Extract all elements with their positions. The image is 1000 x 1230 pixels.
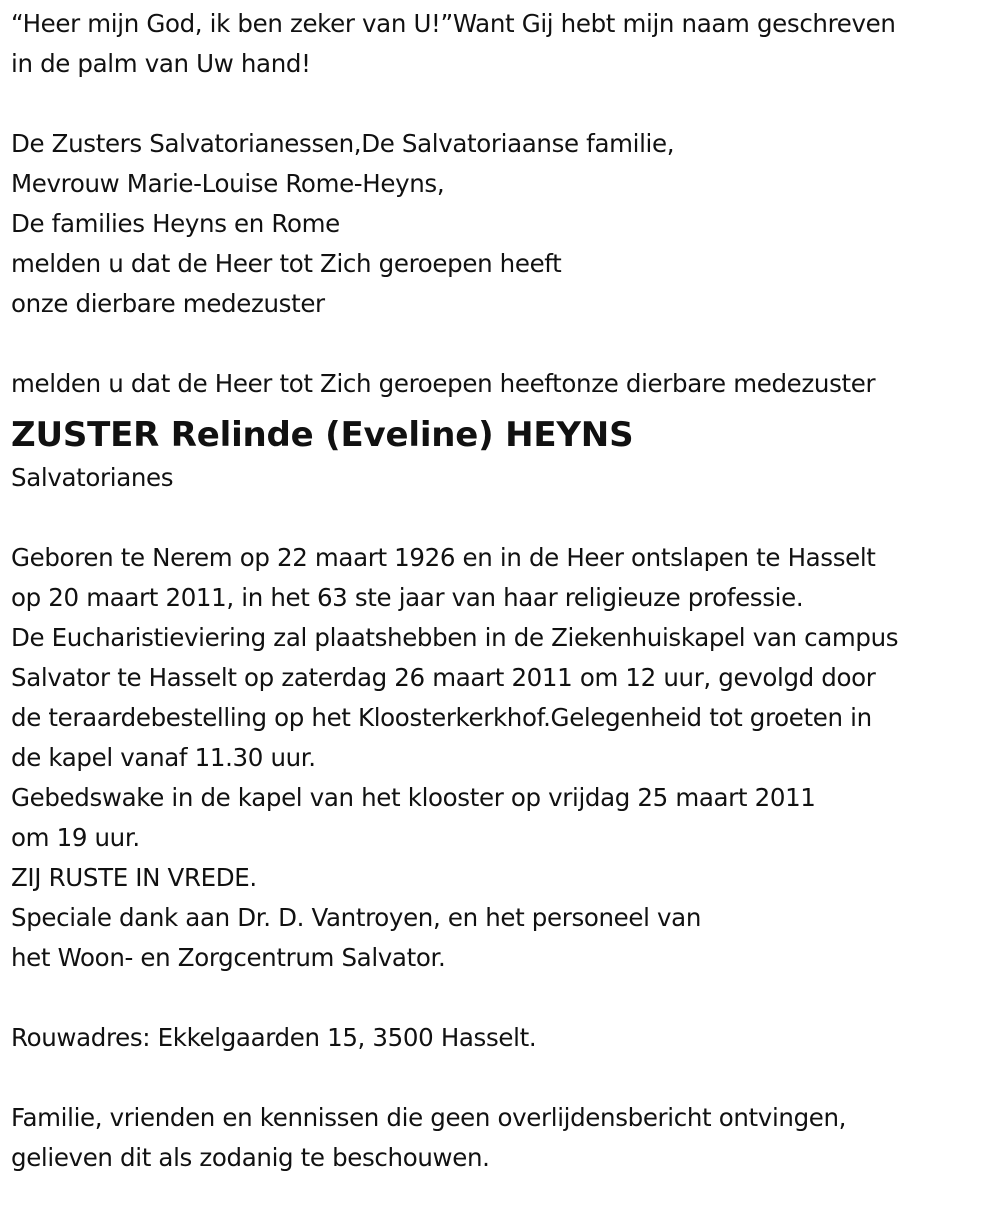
- spacer: [11, 978, 1000, 1018]
- announcer-line: onze dierbare medezuster: [11, 289, 325, 318]
- announcers-block: [11, 124, 1000, 324]
- spacer: [11, 1058, 1000, 1098]
- detail-line: Salvator te Hasselt op zaterdag 26 maart 2011 om 12 uur, gevolgd door: [11, 663, 876, 692]
- announcer-line: melden u dat de Heer tot Zich geroepen heeft: [11, 249, 562, 278]
- spacer: [11, 84, 1000, 124]
- announcer-line: De Zusters Salvatorianessen,De Salvatoriaanse familie,: [11, 129, 675, 158]
- detail-line: het Woon- en Zorgcentrum Salvator.: [11, 943, 446, 972]
- opening-quote: [11, 4, 1000, 84]
- announcement-repeat: melden u dat de Heer tot Zich geroepen heeftonze dierbare medezuster: [11, 369, 876, 398]
- quote-line: “Heer mijn God, ik ben zeker van U!”Want Gij hebt mijn naam geschreven: [11, 9, 896, 38]
- announcer-line: De families Heyns en Rome: [11, 209, 340, 238]
- closing-note: [11, 1098, 1000, 1178]
- detail-line: Gebedswake in de kapel van het klooster op vrijdag 25 maart 2011: [11, 783, 816, 812]
- detail-line: de teraardebestelling op het Kloosterkerkhof.Gelegenheid tot groeten in: [11, 703, 872, 732]
- funeral-address: Rouwadres: Ekkelgaarden 15, 3500 Hasselt.: [11, 1023, 537, 1052]
- detail-line: ZIJ RUSTE IN VREDE.: [11, 863, 257, 892]
- spacer: [11, 324, 1000, 364]
- detail-line: op 20 maart 2011, in het 63 ste jaar van haar religieuze professie.: [11, 583, 804, 612]
- detail-line: De Eucharistieviering zal plaatshebben in de Ziekenhuiskapel van campus: [11, 623, 899, 652]
- detail-line: Geboren te Nerem op 22 maart 1926 en in de Heer ontslapen te Hasselt: [11, 543, 876, 572]
- detail-line: om 19 uur.: [11, 823, 140, 852]
- deceased-name: ZUSTER Relinde (Eveline) HEYNS: [11, 415, 634, 455]
- deceased-title: Salvatorianes: [11, 463, 174, 492]
- announcer-line: Mevrouw Marie-Louise Rome-Heyns,: [11, 169, 445, 198]
- closing-line: Familie, vrienden en kennissen die geen overlijdensbericht ontvingen,: [11, 1103, 847, 1132]
- detail-line: Speciale dank aan Dr. D. Vantroyen, en het personeel van: [11, 903, 702, 932]
- closing-line: gelieven dit als zodanig te beschouwen.: [11, 1143, 490, 1172]
- quote-line: in de palm van Uw hand!: [11, 49, 311, 78]
- details-block: [11, 538, 1000, 978]
- spacer: [11, 498, 1000, 538]
- detail-line: de kapel vanaf 11.30 uur.: [11, 743, 316, 772]
